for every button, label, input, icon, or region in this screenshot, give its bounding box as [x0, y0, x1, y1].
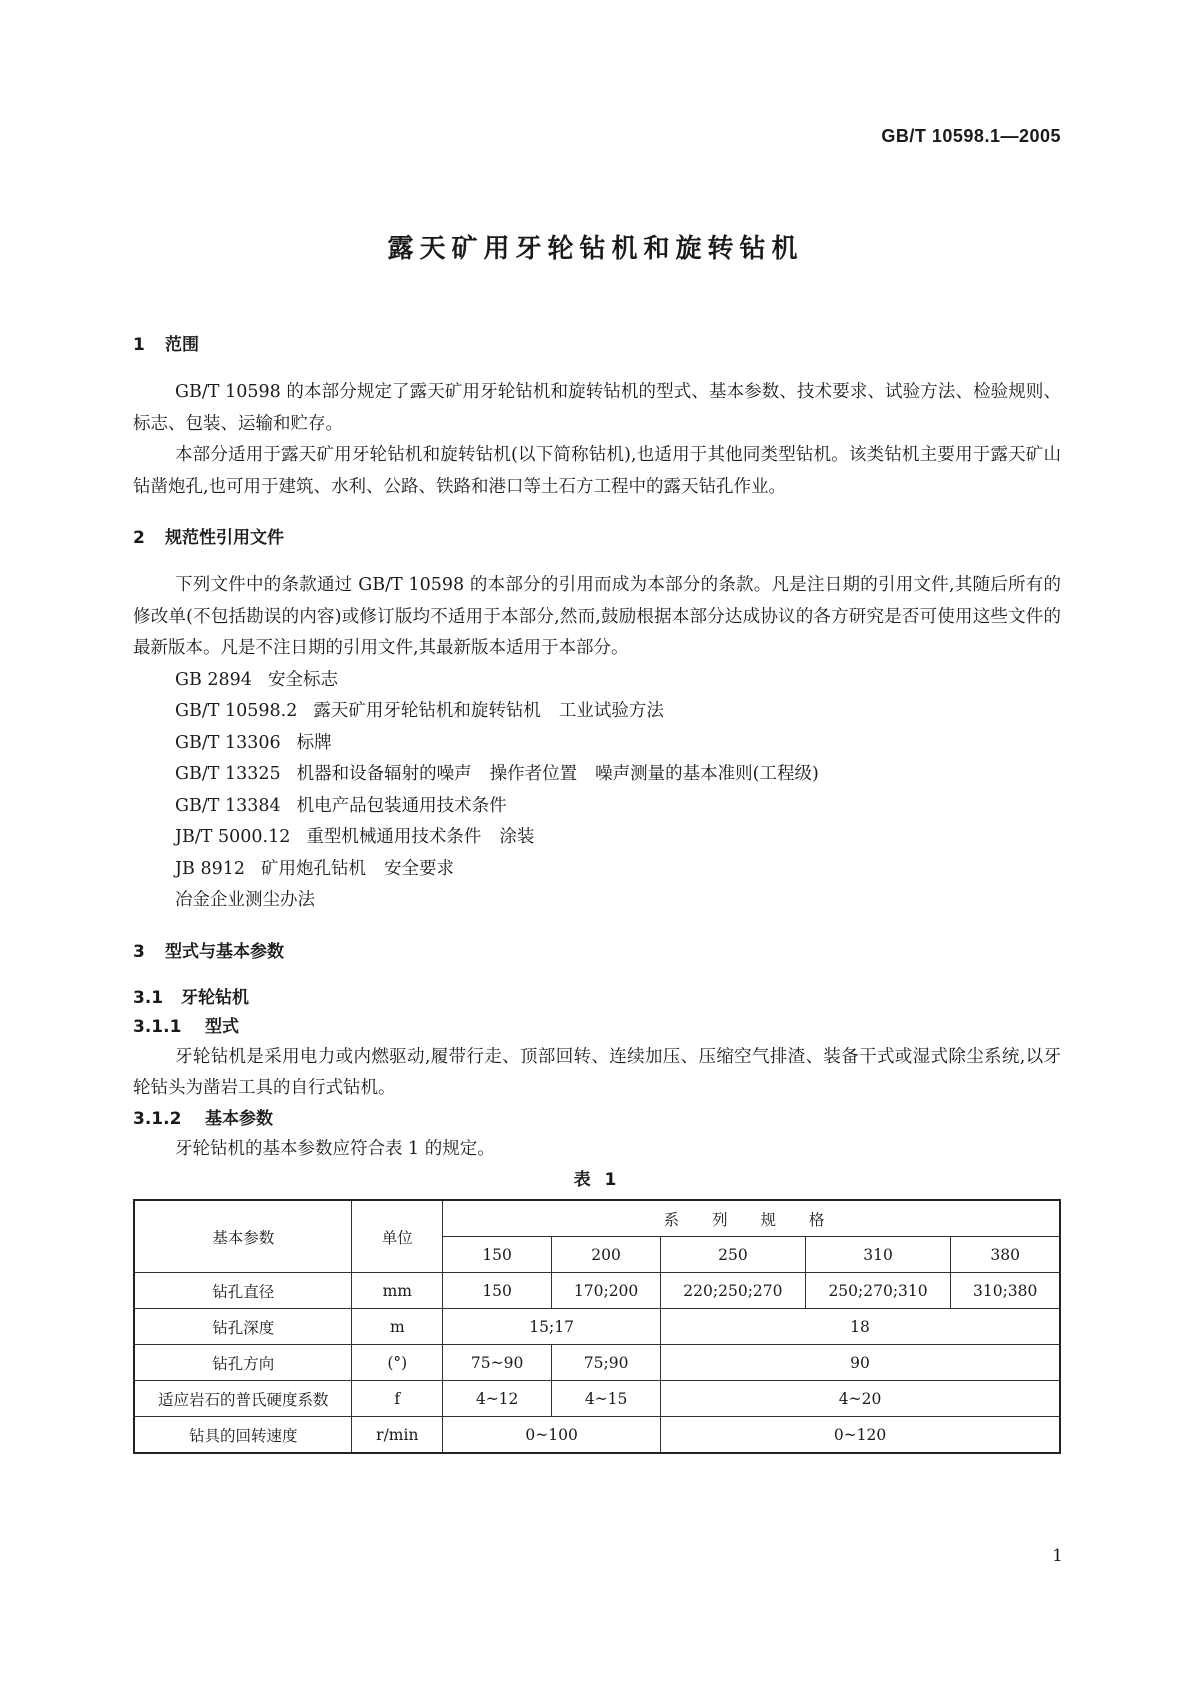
subsection-number: 3.1: [133, 987, 164, 1008]
reference-subtitle: 操作者位置: [489, 764, 578, 784]
subsection-title: 型式: [205, 1016, 239, 1037]
table-header-row: [134, 1200, 1060, 1237]
reference-title: 矿用炮孔钻机: [260, 858, 366, 879]
row-unit: m: [352, 1309, 443, 1345]
reference-title: 安全标志: [267, 669, 338, 690]
paragraph: 本部分适用于露天矿用牙轮钻机和旋转钻机(以下简称钻机),也适用于其他同类型钻机。该类钻机主要用于露天矿山钻凿炮孔,也可用于建筑、水利、公路、铁路和港口等土石方工程中的露天钻孔作业。: [133, 445, 1061, 497]
reference-title: 露天矿用牙轮钻机和旋转钻机: [313, 701, 541, 721]
reference-code: JB 8912: [175, 858, 245, 879]
reference-title: 机电产品包装通用技术条件: [296, 795, 507, 816]
row-unit: r/min: [352, 1417, 443, 1454]
table-cell: 18: [661, 1309, 1060, 1345]
header-spec: 200: [552, 1237, 661, 1273]
reference-code: JB/T 5000.12: [175, 827, 291, 847]
document-body: [133, 330, 1061, 1454]
table-row: [134, 1417, 1060, 1454]
header-unit: 单位: [352, 1200, 443, 1273]
table-row: [134, 1309, 1060, 1345]
paragraph: 下列文件中的条款通过 GB/T 10598 的本部分的引用而成为本部分的条款。凡是注日期的引用文件,其随后所有的修改单(不包括勘误的内容)或修订版均不适用于本部分,然而,鼓励根据本部分达成协议的各方研究是否可使用这些文件的最新版本。凡是不注日期的引用文件,其最新版本适用于本部分。: [133, 575, 1061, 658]
row-param: 钻孔方向: [134, 1345, 352, 1381]
section-number: 2: [133, 528, 145, 548]
table-row: [134, 1345, 1060, 1381]
reference-title: 重型机械通用技术条件: [306, 827, 482, 847]
row-unit: f: [352, 1381, 443, 1417]
table-cell: 150: [443, 1273, 552, 1309]
table-cell: 0~120: [661, 1417, 1060, 1454]
reference-item: [133, 759, 1061, 791]
row-param: 钻具的回转速度: [134, 1417, 352, 1454]
reference-code: GB/T 10598.2: [175, 701, 298, 721]
reference-code: GB/T 13325: [175, 764, 281, 784]
subsection-number: 3.1.1: [133, 1016, 182, 1037]
reference-code: GB 2894: [175, 669, 252, 690]
header-spec: 380: [951, 1237, 1060, 1273]
table-cell: 310;380: [951, 1273, 1060, 1309]
header-spec: 150: [443, 1237, 552, 1273]
table-cell: 75~90: [443, 1345, 552, 1381]
subsection-3-1-1-heading: [133, 1013, 1061, 1042]
section-number: 1: [133, 335, 145, 355]
parameters-table: [133, 1199, 1061, 1454]
header-spec: 310: [805, 1237, 951, 1273]
paragraph: 牙轮钻机是采用电力或内燃驱动,履带行走、顶部回转、连续加压、压缩空气排渣、装备干式或湿式除尘系统,以牙轮钻头为凿岩工具的自行式钻机。: [133, 1046, 1061, 1098]
row-unit: mm: [352, 1273, 443, 1309]
table-cell: 220;250;270: [661, 1273, 806, 1309]
subsection-number: 3.1.2: [133, 1108, 182, 1129]
reference-title: 机器和设备辐射的噪声: [296, 764, 472, 784]
reference-code: GB/T 13384: [175, 795, 281, 816]
section-1-heading: [133, 330, 1061, 360]
reference-item: [133, 665, 1061, 697]
table-cell: 4~20: [661, 1381, 1060, 1417]
row-param: 钻孔直径: [134, 1273, 352, 1309]
section-2-heading: [133, 523, 1061, 553]
standard-code: GB/T 10598.1—2005: [881, 126, 1061, 146]
section-title: 规范性引用文件: [165, 528, 284, 548]
row-unit: (°): [352, 1345, 443, 1381]
table-cell: 15;17: [443, 1309, 661, 1345]
row-param: 钻孔深度: [134, 1309, 352, 1345]
table-row: [134, 1273, 1060, 1309]
table-cell: 0~100: [443, 1417, 661, 1454]
table-cell: 170;200: [552, 1273, 661, 1309]
table-cell: 75;90: [552, 1345, 661, 1381]
paragraph: 牙轮钻机的基本参数应符合表 1 的规定。: [175, 1138, 495, 1159]
reference-code: GB/T 13306: [175, 732, 281, 753]
document-title: 露天矿用牙轮钻机和旋转钻机: [387, 234, 804, 264]
reference-subtitle: 噪声测量的基本准则(工程级): [595, 764, 819, 784]
reference-item: [133, 822, 1061, 854]
table-cell: 4~12: [443, 1381, 552, 1417]
page-number: 1: [1052, 1546, 1063, 1566]
table-row: [134, 1381, 1060, 1417]
header-series: 系 列 规 格: [443, 1200, 1060, 1237]
section-title: 型式与基本参数: [165, 941, 284, 962]
table-cell: 250;270;310: [805, 1273, 951, 1309]
table-caption: 表 1: [573, 1170, 621, 1190]
table-cell: 4~15: [552, 1381, 661, 1417]
header-param: 基本参数: [134, 1200, 352, 1273]
header-spec: 250: [661, 1237, 806, 1273]
subsection-3-1-heading: [133, 984, 1061, 1013]
row-param: 适应岩石的普氏硬度系数: [134, 1381, 352, 1417]
reference-item: 冶金企业测尘办法: [175, 890, 315, 910]
reference-item: [133, 854, 1061, 886]
subsection-title: 基本参数: [205, 1108, 273, 1129]
reference-subtitle: 涂装: [499, 827, 535, 847]
reference-subtitle: 安全要求: [383, 858, 454, 879]
reference-item: [133, 696, 1061, 728]
section-title: 范围: [165, 335, 199, 355]
reference-subtitle: 工业试验方法: [558, 701, 664, 721]
reference-title: 标牌: [296, 732, 332, 753]
section-number: 3: [133, 941, 145, 962]
section-3-heading: [133, 937, 1061, 967]
table-cell: 90: [661, 1345, 1060, 1381]
paragraph: GB/T 10598 的本部分规定了露天矿用牙轮钻机和旋转钻机的型式、基本参数、技术要求、试验方法、检验规则、标志、包装、运输和贮存。: [133, 382, 1061, 434]
subsection-3-1-2-heading: [133, 1105, 1061, 1134]
reference-item: [133, 728, 1061, 760]
reference-item: [133, 791, 1061, 823]
subsection-title: 牙轮钻机: [181, 987, 249, 1008]
